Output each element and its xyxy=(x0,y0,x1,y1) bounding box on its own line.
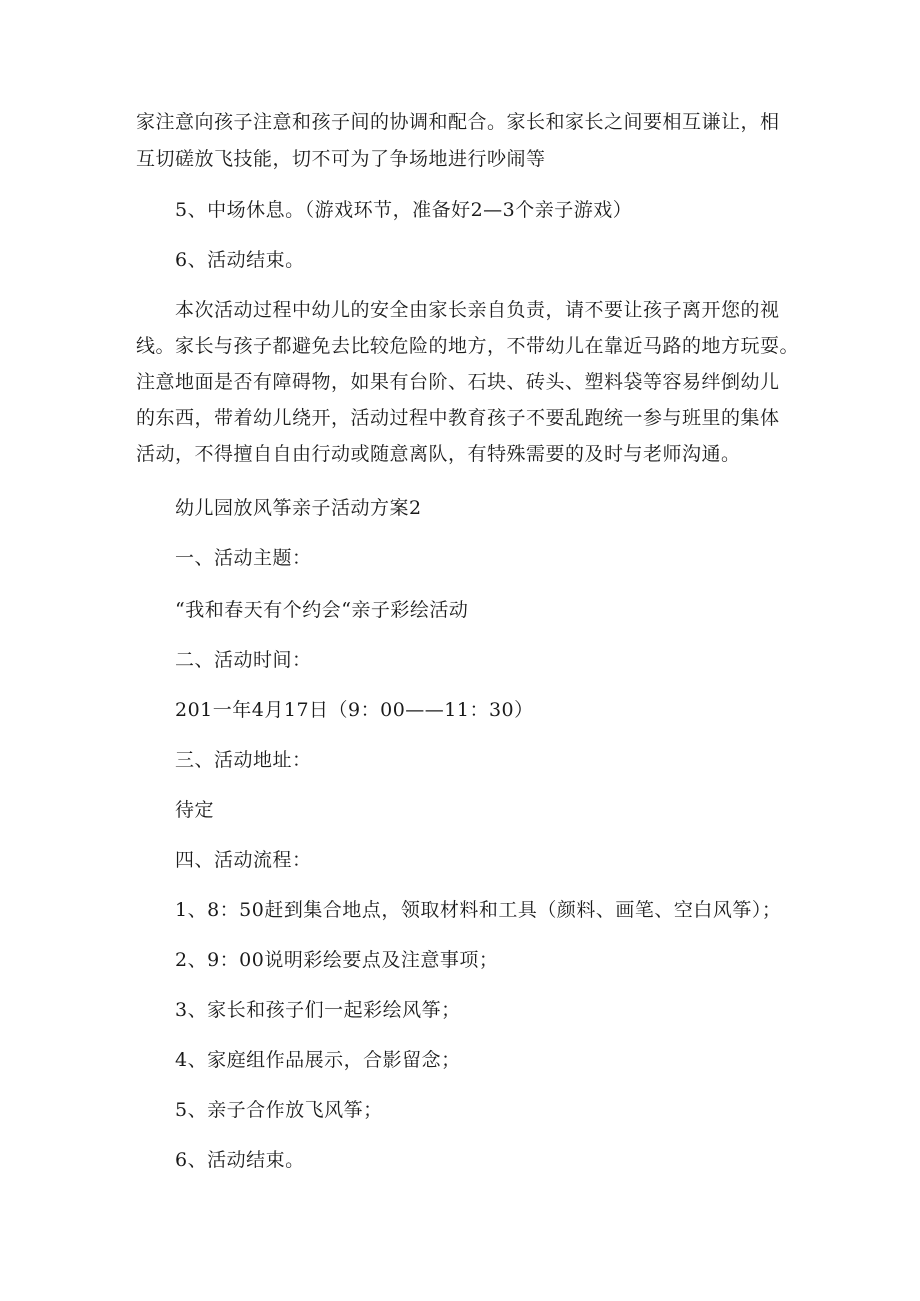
text-line: 家注意向孩子注意和孩子间的协调和配合。家长和家长之间要相互谦让，相 xyxy=(136,111,780,133)
text-line: 互切磋放飞技能，切不可为了争场地进行吵闹等 xyxy=(136,148,546,170)
text-line: 3、家长和孩子们一起彩绘风筝； xyxy=(175,999,461,1021)
text-line: 活动，不得擅自自由行动或随意离队，有特殊需要的及时与老师沟通。 xyxy=(136,443,741,465)
text-line: 本次活动过程中幼儿的安全由家长亲自负责，请不要让孩子离开您的视 xyxy=(175,299,780,321)
text-line: 4、家庭组作品展示，合影留念； xyxy=(175,1049,461,1071)
text-line: 线。家长与孩子都避免去比较危险的地方，不带幼儿在靠近马路的地方玩耍。 xyxy=(136,335,800,357)
text-line: 201一年4月17日（9：00——11：30） xyxy=(175,699,534,721)
text-line: 6、活动结束。 xyxy=(175,1149,305,1171)
text-line: 5、亲子合作放飞风筝； xyxy=(175,1099,383,1121)
section-title: 幼儿园放风筝亲子活动方案2 xyxy=(175,497,422,519)
text-line: 三、活动地址： xyxy=(175,749,312,771)
text-line: 1、8：50赶到集合地点，领取材料和工具（颜料、画笔、空白风筝）； xyxy=(175,899,782,921)
text-line: 一、活动主题： xyxy=(175,547,312,569)
text-line: 四、活动流程： xyxy=(175,849,312,871)
text-line: 6、活动结束。 xyxy=(175,249,305,271)
text-line: 2、9：00说明彩绘要点及注意事项； xyxy=(175,949,499,971)
text-line: 5、中场休息。（游戏环节，准备好2—3个亲子游戏） xyxy=(175,199,633,221)
text-line: 注意地面是否有障碍物，如果有台阶、石块、砖头、塑料袋等容易绊倒幼儿 xyxy=(136,371,780,393)
text-line: “我和春天有个约会“亲子彩绘活动 xyxy=(175,599,469,621)
text-line: 的东西，带着幼儿绕开，活动过程中教育孩子不要乱跑统一参与班里的集体 xyxy=(136,407,780,429)
text-line: 二、活动时间： xyxy=(175,649,312,671)
text-line: 待定 xyxy=(175,799,215,821)
